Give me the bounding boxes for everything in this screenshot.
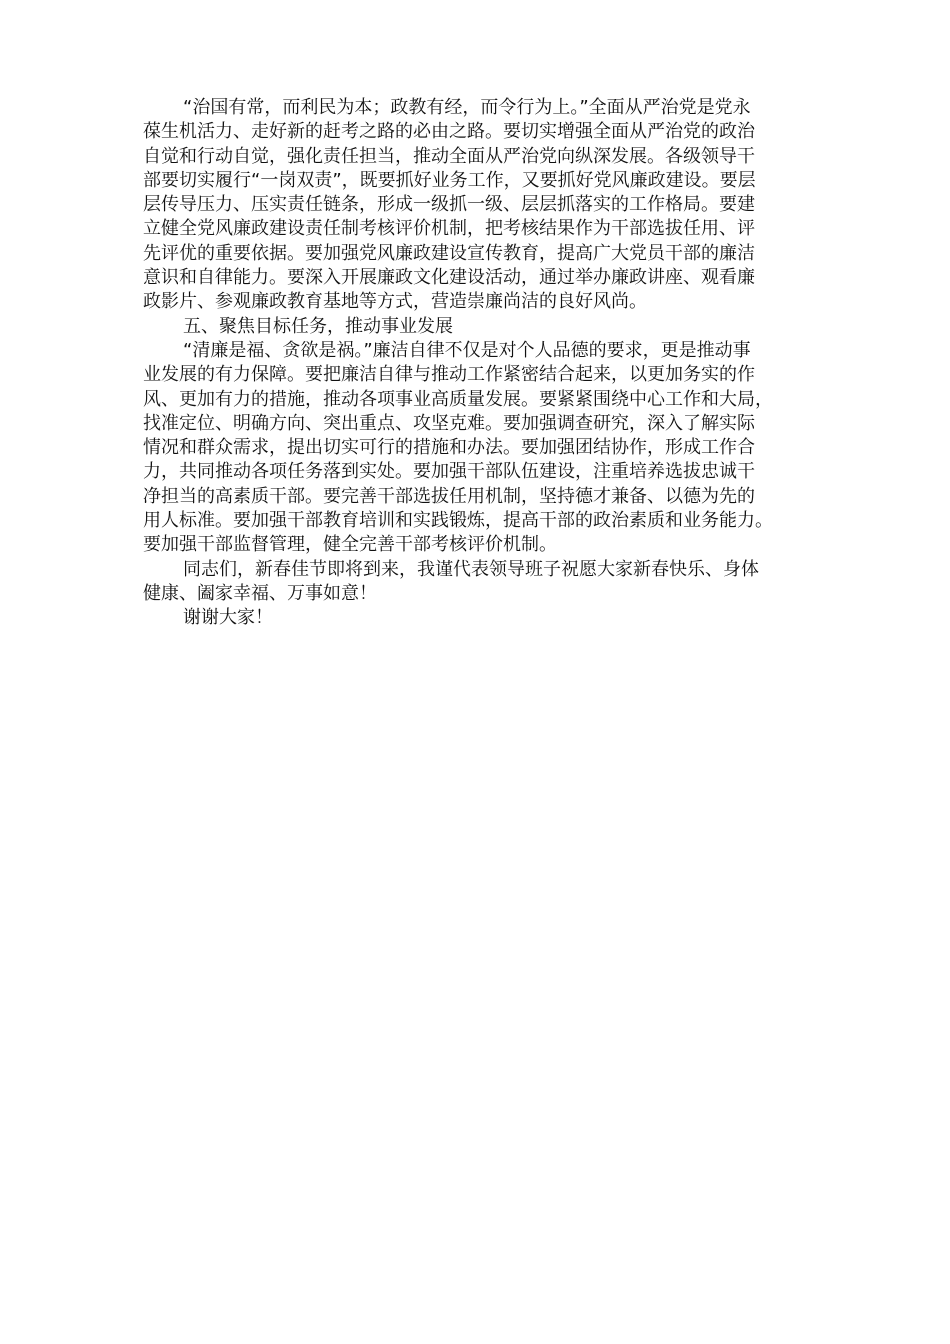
text-line: 层传导压力、压实责任链条，形成一级抓一级、层层抓落实的工作格局。要建 <box>143 194 755 216</box>
text-line: 用人标准。要加强干部教育培训和实践锻炼，提高干部的政治素质和业务能力。 <box>143 510 773 532</box>
text-line: 部要切实履行“一岗双责”，既要抓好业务工作，又要抓好党风廉政建设。要层 <box>143 169 756 191</box>
text-line: 风、更加有力的措施，推动各项事业高质量发展。要紧紧围绕中心工作和大局， <box>143 388 773 410</box>
text-line: 自觉和行动自觉，强化责任担当，推动全面从严治党向纵深发展。各级领导干 <box>143 145 755 167</box>
section-heading: 五、聚焦目标任务，推动事业发展 <box>183 315 453 337</box>
text-line: 政影片、参观廉政教育基地等方式，营造崇廉尚洁的良好风尚。 <box>143 291 647 313</box>
text-line: 净担当的高素质干部。要完善干部选拔任用机制，坚持德才兼备、以德为先的 <box>143 485 755 507</box>
text-line: 同志们，新春佳节即将到来，我谨代表领导班子祝愿大家新春快乐、身体 <box>183 558 759 580</box>
text-line: “治国有常，而利民为本；政教有经，而令行为上。”全面从严治党是党永 <box>183 97 751 118</box>
text-line: “清廉是福、贪欲是祸。”廉洁自律不仅是对个人品德的要求，更是推动事 <box>183 339 751 361</box>
text-line: 健康、阖家幸福、万事如意！ <box>143 582 377 604</box>
document-body <box>143 96 828 631</box>
text-line: 力，共同推动各项任务落到实处。要加强干部队伍建设，注重培养选拔忠诚干 <box>143 461 755 483</box>
text-line: 情况和群众需求，提出切实可行的措施和办法。要加强团结协作，形成工作合 <box>143 437 755 459</box>
closing-line: 谢谢大家！ <box>183 607 273 629</box>
text-line: 意识和自律能力。要深入开展廉政文化建设活动，通过举办廉政讲座、观看廉 <box>143 267 755 289</box>
text-line: 找准定位、明确方向、突出重点、攻坚克难。要加强调查研究，深入了解实际 <box>143 412 755 434</box>
text-line: 立健全党风廉政建设责任制考核评价机制，把考核结果作为干部选拔任用、评 <box>143 218 755 240</box>
text-line: 要加强干部监督管理，健全完善干部考核评价机制。 <box>143 534 557 556</box>
text-line: 葆生机活力、走好新的赶考之路的必由之路。要切实增强全面从严治党的政治 <box>143 121 755 143</box>
text-line: 业发展的有力保障。要把廉洁自律与推动工作紧密结合起来，以更加务实的作 <box>143 364 755 386</box>
text-line: 先评优的重要依据。要加强党风廉政建设宣传教育，提高广大党员干部的廉洁 <box>143 242 755 264</box>
